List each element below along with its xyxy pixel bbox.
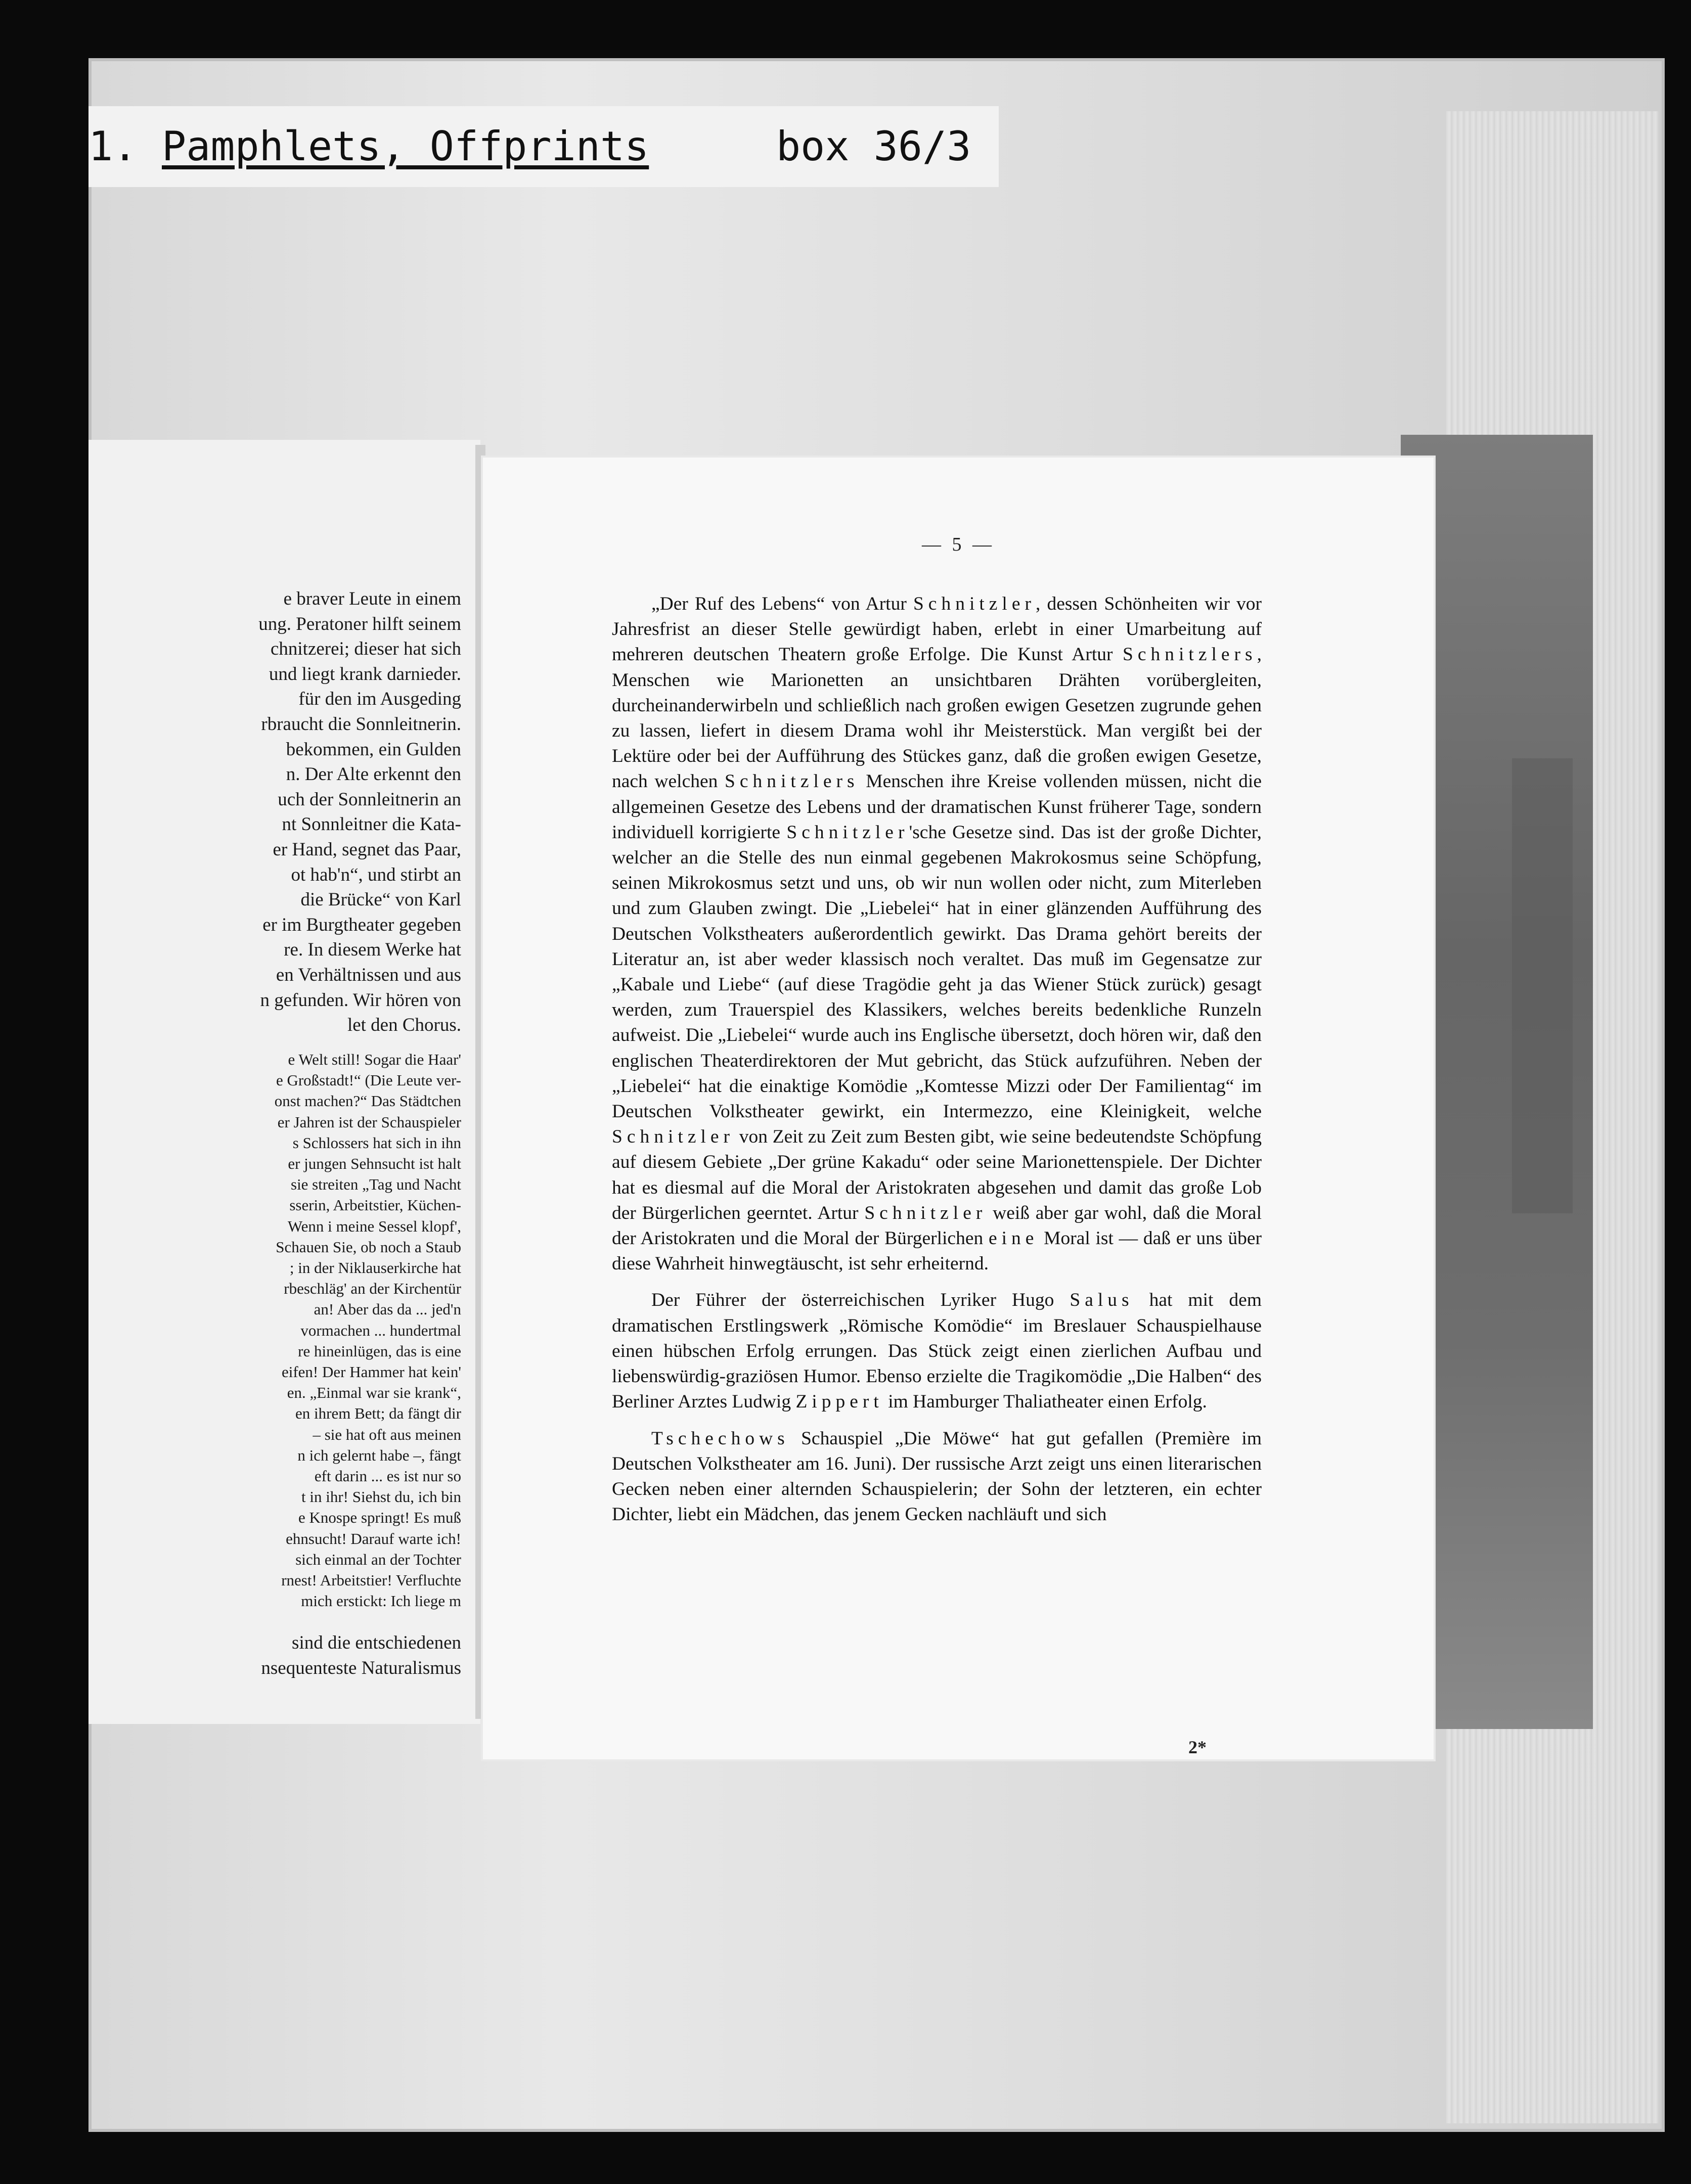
left-page-line: er Jahren ist der Schauspieler	[277, 1113, 461, 1131]
left-page-line: rbeschläg' an der Kirchentür	[284, 1280, 461, 1298]
left-page-line: nt Sonnleitner die Kata-	[282, 814, 461, 835]
left-page-line: uch der Sonnleitnerin an	[278, 789, 461, 810]
left-page-line: sie streiten „Tag und Nacht	[291, 1175, 461, 1194]
left-page-line: sind die entschiedenen	[292, 1632, 461, 1653]
left-page-line: t in ihr! Siehst du, ich bin	[301, 1488, 461, 1506]
label-number: 1.	[88, 123, 138, 170]
shadow-smudge	[1512, 758, 1573, 1213]
left-page-text-lower	[107, 1630, 461, 1681]
left-page-line: let den Chorus.	[347, 1015, 461, 1036]
left-page-line: n gefunden. Wir hören von	[260, 989, 461, 1011]
left-page-line: mich erstickt: Ich liege m	[301, 1592, 461, 1610]
left-page-line: ehnsucht! Darauf warte ich!	[286, 1529, 461, 1548]
left-page-line: und liegt krank darnieder.	[269, 663, 461, 685]
left-page-line: bekommen, ein Gulden	[286, 739, 461, 760]
left-page-line: e braver Leute in einem	[283, 588, 461, 609]
left-page-line: en. „Einmal war sie krank“,	[287, 1384, 461, 1402]
left-page-line: e Großstadt!“ (Die Leute ver-	[276, 1071, 461, 1089]
left-page-line: ot hab'n“, und stirbt an	[291, 864, 461, 885]
left-page-line: er Hand, segnet das Paar,	[273, 839, 461, 860]
left-page-line: n ich gelernt habe –, fängt	[297, 1446, 461, 1464]
label-title: Pamphlets, Offprints	[162, 123, 649, 170]
left-page-line: rbraucht die Sonnleitnerin.	[261, 713, 461, 735]
left-page-line: e Welt still! Sogar die Haar'	[288, 1051, 461, 1068]
left-page-line: en Verhältnissen und aus	[276, 964, 461, 985]
right-page	[483, 458, 1434, 1759]
signature-mark: 2*	[1188, 1737, 1207, 1757]
left-page-line: re. In diesem Werke hat	[284, 939, 461, 961]
left-page-line: nsequenteste Naturalismus	[261, 1658, 461, 1678]
left-page-line: n. Der Alte erkennt den	[286, 764, 461, 785]
left-page-line: für den im Ausgeding	[298, 689, 461, 710]
left-page-line: rnest! Arbeitstier! Verfluchte	[281, 1571, 461, 1589]
left-page-line: chnitzerei; dieser hat sich	[270, 639, 461, 660]
left-page-line: ; in der Niklauserkirche hat	[289, 1259, 461, 1277]
left-page-line: – sie hat oft aus meinen	[313, 1425, 461, 1443]
left-page-line: ung. Peratoner hilft seinem	[258, 613, 461, 634]
left-page-line: Wenn i meine Sessel klopf',	[287, 1217, 461, 1235]
left-page-line: re hineinlügen, das is eine	[298, 1342, 461, 1360]
left-page-line: e Knospe springt! Es muß	[298, 1509, 461, 1527]
left-page-line: er jungen Sehnsucht ist halt	[288, 1155, 461, 1173]
paragraph-3: Tschechows Schauspiel „Die Möwe“ hat gut gefallen (Première im Deutschen Volkstheater am 16. Juni). Der russische Arzt zeigt uns einen literarischen Gecken neben einer alternden Schauspielerin; der Sohn der letzteren, ein echter Dichter, liebt ein Mädchen, das jenem Gecken nachläuft und sich	[612, 1428, 1262, 1525]
archive-label	[88, 106, 999, 187]
label-box: box 36/3	[776, 123, 971, 170]
left-page-line: Schauen Sie, ob noch a Staub	[276, 1238, 461, 1256]
left-page-text-upper	[107, 586, 461, 1038]
left-page-line: er im Burgtheater gegeben	[262, 914, 461, 935]
left-page-line: eifen! Der Hammer hat kein'	[281, 1363, 461, 1381]
left-page	[88, 440, 480, 1724]
left-page-line: sich einmal an der Tochter	[295, 1550, 461, 1568]
page-number: — 5 —	[922, 534, 995, 555]
left-page-line: en ihrem Bett; da fängt dir	[295, 1404, 461, 1423]
article-body	[612, 592, 1262, 1538]
left-page-text-middle	[107, 1049, 461, 1611]
left-page-line: die Brücke“ von Karl	[300, 889, 461, 911]
left-page-line: vormachen ... hundertmal	[300, 1321, 461, 1339]
left-page-line: an! Aber das da ... jed'n	[314, 1300, 461, 1318]
left-page-line: eft darin ... es ist nur so	[314, 1467, 461, 1485]
left-page-line: s Schlossers hat sich in ihn	[292, 1133, 461, 1152]
left-page-line: sserin, Arbeitstier, Küchen-	[289, 1196, 461, 1214]
paragraph-2: Der Führer der österreichischen Lyriker Hugo Salus hat mit dem dramatischen Erstlingswerk „Römische Komödie“ im Breslauer Schauspielhause einen hübschen Erfolg errungen. Das Stück zeigt einen zierlichen Aufbau und liebenswürdig-graziösen Humor. Ebenso erzielte die Tragikomödie „Die Halben“ des Berliner Arztes Ludwig Zippert im Hamburger Thaliatheater einen Erfolg.	[612, 1290, 1262, 1413]
paragraph-1: „Der Ruf des Lebens“ von Artur Schnitzler, dessen Schönheiten wir vor Jahresfrist an dieser Stelle gewürdigt haben, erlebt in einer Umarbeitung auf mehreren deutschen Theatern große Erfolge. Die Kunst Artur Schnitzlers, Menschen wie Marionetten an unsichtbaren Drähten vorübergleiten, durcheinanderwirbeln und schließlich nach großen ewigen Gesetzen zugrunde gehen zu lassen, liefert in diesem Drama wohl ihr Meisterstück. Man vergißt bei der Lektüre oder bei der Aufführung des Stückes ganz, daß die großen ewigen Gesetze, nach welchen Schnitzlers Menschen ihre Kreise vollenden müssen, nicht die allgemeinen Gesetze des Lebens und der dramatischen Kunst früherer Tage, sondern individuell korrigierte Schnitzler'sche Gesetze sind. Das ist der große Dichter, welcher an die Stelle des nun einmal gegebenen Makrokosmus seine Schöpfung, seinen Mikrokosmus setzt und uns, ob wir nun wollen oder nicht, zum Miterleben und zum Glauben zwingt. Die „Liebelei“ hat in einer glänzenden Aufführung des Deutschen Volkstheaters außerordentlich gewirkt. Das Drama gehört bereits der Literatur an, ist aber weder klassisch noch veraltet. Das muß im Gegensatze zur „Kabale und Liebe“ (auf diese Tragödie geht ja das Wiener Stück zurück) gesagt werden, zum Trauerspiel des Klassikers, welches bereits bedenkliche Runzeln aufweist. Die „Liebelei“ wurde auch ins Englische übersetzt, doch hören wir, daß den englischen Theaterdirektoren der Mut gebricht, das Stück aufzuführen. Neben der „Liebelei“ hat die einaktige Komödie „Komtesse Mizzi oder Der Familientag“ im Deutschen Volkstheater gewirkt, ein Intermezzo, eine Kleinigkeit, welche Schnitzler von Zeit zu Zeit zum Besten gibt, wie seine bedeutendste Schöpfung auf diesem Gebiete „Der grüne Kakadu“ oder seine Marionettenspiele. Der Dichter hat es diesmal auf die Moral der Aristokraten abgesehen und damit das große Lob der Bürgerlichen geerntet. Artur Schnitzler weiß aber gar wohl, daß die Moral der Aristokraten und die Moral der Bürgerlichen eine Moral ist — daß er uns über diese Wahrheit hinwegtäuscht, ist sehr erheiternd.	[612, 594, 1262, 1275]
left-page-line: onst machen?“ Das Städtchen	[274, 1092, 461, 1110]
